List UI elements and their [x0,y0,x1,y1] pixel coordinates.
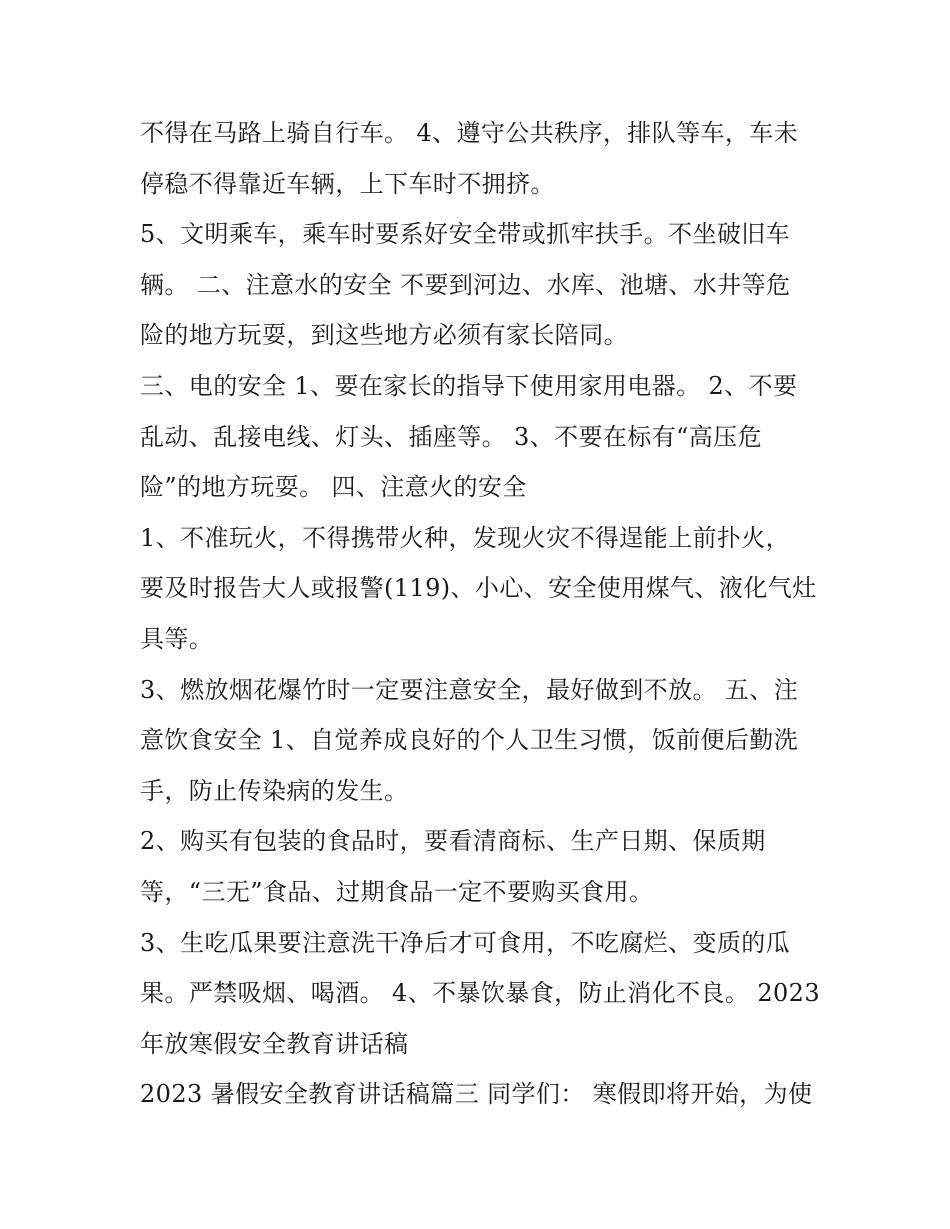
text-line: 5、文明乘车，乘车时要系好安全带或抓牢扶手。不坐破旧车 [140,220,791,249]
text-line: 险的地方玩耍，到这些地方必须有家长陪同。 [140,321,628,350]
paragraph-fire-safety [140,513,820,665]
text-line: 等，“三无”食品、过期食品一定不要购买食用。 [140,877,654,906]
text-line: 3、燃放烟花爆竹时一定要注意安全，最好做到不放。 五、注 [140,675,799,704]
text-line: 手，防止传染病的发生。 [140,776,409,805]
text-line: 险”的地方玩耍。 四、注意火的安全 [140,473,527,502]
text-line: 2023 暑假安全教育讲话稿篇三 同学们： 寒假即将开始，为使 [140,1080,813,1109]
paragraph-traffic-rules [140,108,820,209]
paragraph-fireworks-and-food-safety [140,665,820,817]
text-line: 停稳不得靠近车辆，上下车时不拥挤。 [140,169,555,198]
paragraph-electric-safety [140,361,820,513]
text-line: 乱动、乱接电线、灯头、插座等。 3、不要在标有“高压危 [140,422,762,451]
text-line: 3、生吃瓜果要注意洗干净后才可食用，不吃腐烂、变质的瓜 [140,928,791,957]
text-line: 辆。 二、注意水的安全 不要到河边、水库、池塘、水井等危 [140,270,791,299]
text-line: 要及时报告大人或报警(119)、小心、安全使用煤气、液化气灶 [140,574,817,603]
text-line: 三、电的安全 1、要在家长的指导下使用家用电器。 2、不要 [140,371,798,400]
text-line: 2、购买有包装的食品时，要看清商标、生产日期、保质期 [140,827,766,856]
text-line: 年放寒假安全教育讲话稿 [140,1029,409,1058]
text-line: 具等。 [140,624,214,653]
text-line: 不得在马路上骑自行车。 4、遵守公共秩序，排队等车，车未 [140,119,799,147]
document-body [140,108,820,1120]
paragraph-packaged-food [140,816,820,917]
text-line: 1、不准玩火，不得携带火种，发现火灾不得逞能上前扑火， [140,523,791,552]
paragraph-speech-opening [140,1069,820,1120]
text-line: 意饮食安全 1、自觉养成良好的个人卫生习惯，饭前便后勤洗 [140,726,799,755]
paragraph-fruit-and-eating [140,918,820,1070]
paragraph-riding-and-water-safety [140,209,820,361]
text-line: 果。严禁吸烟、喝酒。 4、不暴饮暴食，防止消化不良。 2023 [140,979,821,1008]
